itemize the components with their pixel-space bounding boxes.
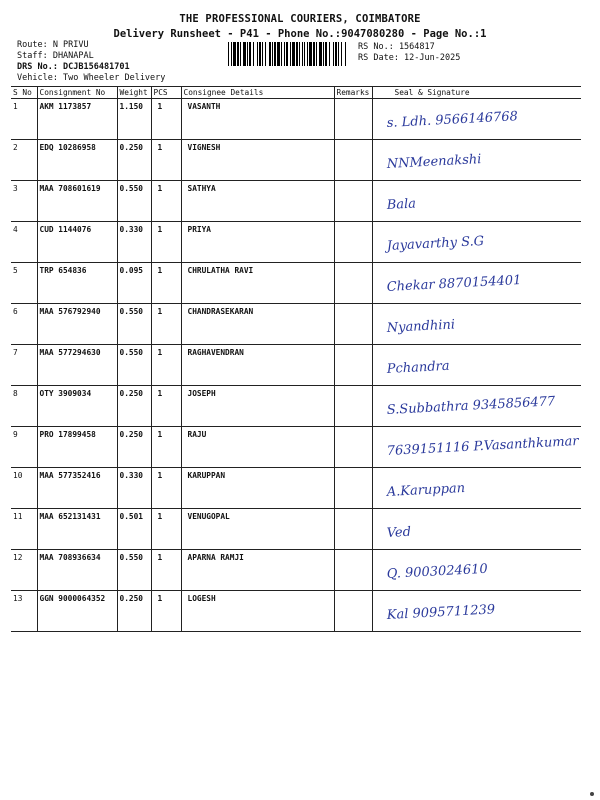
company-title: THE PROFESSIONAL COURIERS, COIMBATORE xyxy=(179,13,421,25)
cell-signature xyxy=(372,550,581,591)
handwritten-signature xyxy=(377,267,549,301)
col-consignee: Consignee Details xyxy=(181,87,334,99)
cell-signature xyxy=(372,181,581,222)
cell-signature xyxy=(372,304,581,345)
cell-weight: 0.330 xyxy=(117,468,151,509)
handwritten-signature xyxy=(377,513,549,547)
cell-pcs: 1 xyxy=(151,509,181,550)
cell-pcs: 1 xyxy=(151,263,181,304)
cell-consignee: VASANTH xyxy=(181,99,334,140)
cell-signature xyxy=(372,386,581,427)
vehicle-label: Vehicle: Two Wheeler Delivery xyxy=(17,73,166,83)
cell-remarks xyxy=(334,140,372,181)
cell-signature xyxy=(372,468,581,509)
cell-signature xyxy=(372,427,581,468)
signature-text: Pchandra xyxy=(385,358,450,377)
cell-consignee: RAJU xyxy=(181,427,334,468)
signature-text: s. Ldh. 9566146768 xyxy=(385,109,518,131)
runsheet-table xyxy=(11,86,581,632)
cell-consignee: VIGNESH xyxy=(181,140,334,181)
cell-consignee: VENUGOPAL xyxy=(181,509,334,550)
cell-consignee: KARUPPAN xyxy=(181,468,334,509)
cell-weight: 0.250 xyxy=(117,386,151,427)
cell-remarks xyxy=(334,427,372,468)
signature-text: Kal 9095711239 xyxy=(385,602,496,623)
cell-sno: 3 xyxy=(11,181,37,222)
cell-consignee: CHRULATHA RAVI xyxy=(181,263,334,304)
handwritten-signature xyxy=(377,431,579,465)
table-row xyxy=(11,427,581,468)
cell-sno: 2 xyxy=(11,140,37,181)
col-weight: Weight xyxy=(117,87,151,99)
barcode-icon xyxy=(228,42,346,66)
cell-sno: 11 xyxy=(11,509,37,550)
cell-remarks xyxy=(334,386,372,427)
col-signature: Seal & Signature xyxy=(372,87,581,99)
rs-date: RS Date: 12-Jun-2025 xyxy=(358,53,461,63)
cell-sno: 13 xyxy=(11,591,37,632)
cell-consignment: MAA 708601619 xyxy=(37,181,117,222)
table-row xyxy=(11,345,581,386)
handwritten-signature xyxy=(377,595,549,629)
cell-consignment: MAA 708936634 xyxy=(37,550,117,591)
cell-sno: 7 xyxy=(11,345,37,386)
cell-weight: 0.250 xyxy=(117,591,151,632)
cell-consignment: MAA 577294630 xyxy=(37,345,117,386)
table-row xyxy=(11,386,581,427)
cell-weight: 0.250 xyxy=(117,140,151,181)
cell-pcs: 1 xyxy=(151,468,181,509)
cell-sno: 8 xyxy=(11,386,37,427)
table-row xyxy=(11,99,581,140)
handwritten-signature xyxy=(377,226,549,260)
cell-remarks xyxy=(334,468,372,509)
handwritten-signature xyxy=(377,554,549,588)
cell-consignment: MAA 576792940 xyxy=(37,304,117,345)
cell-consignment: OTY 3909034 xyxy=(37,386,117,427)
cell-pcs: 1 xyxy=(151,304,181,345)
staff-label: Staff: DHANAPAL xyxy=(17,51,94,61)
cell-pcs: 1 xyxy=(151,345,181,386)
cell-weight: 1.150 xyxy=(117,99,151,140)
cell-remarks xyxy=(334,550,372,591)
drs-number: DRS No.: DCJB156481701 xyxy=(17,62,130,72)
table-header-row xyxy=(11,87,581,99)
handwritten-signature xyxy=(377,103,549,137)
handwritten-signature xyxy=(377,308,549,342)
cell-consignee: JOSEPH xyxy=(181,386,334,427)
signature-text: 7639151116 P.Vasanthkumar xyxy=(385,433,579,459)
table-row xyxy=(11,468,581,509)
handwritten-signature xyxy=(377,472,549,506)
table-row xyxy=(11,304,581,345)
table-row xyxy=(11,591,581,632)
handwritten-signature xyxy=(377,390,556,424)
signature-text: Bala xyxy=(385,196,416,213)
handwritten-signature xyxy=(377,185,549,219)
cell-signature xyxy=(372,345,581,386)
cell-remarks xyxy=(334,591,372,632)
cell-weight: 0.550 xyxy=(117,181,151,222)
cell-sno: 6 xyxy=(11,304,37,345)
cell-consignee: RAGHAVENDRAN xyxy=(181,345,334,386)
cell-weight: 0.095 xyxy=(117,263,151,304)
cell-signature xyxy=(372,222,581,263)
cell-consignment: MAA 652131431 xyxy=(37,509,117,550)
cell-remarks xyxy=(334,345,372,386)
cell-weight: 0.550 xyxy=(117,345,151,386)
cell-consignment: AKM 1173857 xyxy=(37,99,117,140)
runsheet-subtitle: Delivery Runsheet - P41 - Phone No.:9047080280 - Page No.:1 xyxy=(113,28,487,40)
handwritten-signature xyxy=(377,349,549,383)
cell-signature xyxy=(372,509,581,550)
signature-text: S.Subbathra 9345856477 xyxy=(385,394,556,418)
cell-consignee: CHANDRASEKARAN xyxy=(181,304,334,345)
cell-consignment: PRO 17899458 xyxy=(37,427,117,468)
cell-sno: 10 xyxy=(11,468,37,509)
cell-remarks xyxy=(334,509,372,550)
col-pcs: PCS xyxy=(151,87,181,99)
cell-pcs: 1 xyxy=(151,427,181,468)
cell-signature xyxy=(372,263,581,304)
cell-consignment: CUD 1144076 xyxy=(37,222,117,263)
cell-sno: 1 xyxy=(11,99,37,140)
signature-text: Nyandhini xyxy=(385,317,455,336)
cell-consignment: EDQ 10286958 xyxy=(37,140,117,181)
cell-consignee: APARNA RAMJI xyxy=(181,550,334,591)
cell-weight: 0.330 xyxy=(117,222,151,263)
cell-pcs: 1 xyxy=(151,222,181,263)
cell-remarks xyxy=(334,222,372,263)
col-sno: S No xyxy=(11,87,37,99)
cell-remarks xyxy=(334,181,372,222)
cell-weight: 0.550 xyxy=(117,304,151,345)
cell-pcs: 1 xyxy=(151,99,181,140)
cell-pcs: 1 xyxy=(151,550,181,591)
signature-text: NNMeenakshi xyxy=(385,152,482,172)
cell-signature xyxy=(372,99,581,140)
cell-sno: 9 xyxy=(11,427,37,468)
cell-remarks xyxy=(334,304,372,345)
cell-weight: 0.550 xyxy=(117,550,151,591)
cell-consignment: GGN 9000064352 xyxy=(37,591,117,632)
cell-consignment: TRP 654836 xyxy=(37,263,117,304)
cell-sno: 5 xyxy=(11,263,37,304)
cell-remarks xyxy=(334,263,372,304)
table-row xyxy=(11,550,581,591)
cell-weight: 0.250 xyxy=(117,427,151,468)
table-row xyxy=(11,263,581,304)
cell-consignee: LOGESH xyxy=(181,591,334,632)
table-row xyxy=(11,140,581,181)
handwritten-signature xyxy=(377,144,549,178)
cell-pcs: 1 xyxy=(151,591,181,632)
cell-signature xyxy=(372,140,581,181)
rs-number: RS No.: 1564817 xyxy=(358,42,435,52)
cell-sno: 4 xyxy=(11,222,37,263)
cell-pcs: 1 xyxy=(151,386,181,427)
col-remarks: Remarks xyxy=(334,87,372,99)
route-label: Route: N PRIVU xyxy=(17,40,89,50)
signature-text: Jayavarthy S.G xyxy=(385,233,484,254)
table-row xyxy=(11,181,581,222)
signature-text: Ved xyxy=(385,524,411,541)
cell-pcs: 1 xyxy=(151,140,181,181)
cell-consignee: PRIYA xyxy=(181,222,334,263)
cell-consignee: SATHYA xyxy=(181,181,334,222)
col-consignment: Consignment No xyxy=(37,87,117,99)
signature-text: Chekar 8870154401 xyxy=(385,272,522,295)
cell-consignment: MAA 577352416 xyxy=(37,468,117,509)
cell-signature xyxy=(372,591,581,632)
signature-text: A.Karuppan xyxy=(385,480,465,500)
signature-text: Q. 9003024610 xyxy=(385,561,488,582)
cell-weight: 0.501 xyxy=(117,509,151,550)
cell-pcs: 1 xyxy=(151,181,181,222)
cell-sno: 12 xyxy=(11,550,37,591)
table-row xyxy=(11,222,581,263)
table-row xyxy=(11,509,581,550)
cell-remarks xyxy=(334,99,372,140)
scan-mark xyxy=(590,792,594,796)
